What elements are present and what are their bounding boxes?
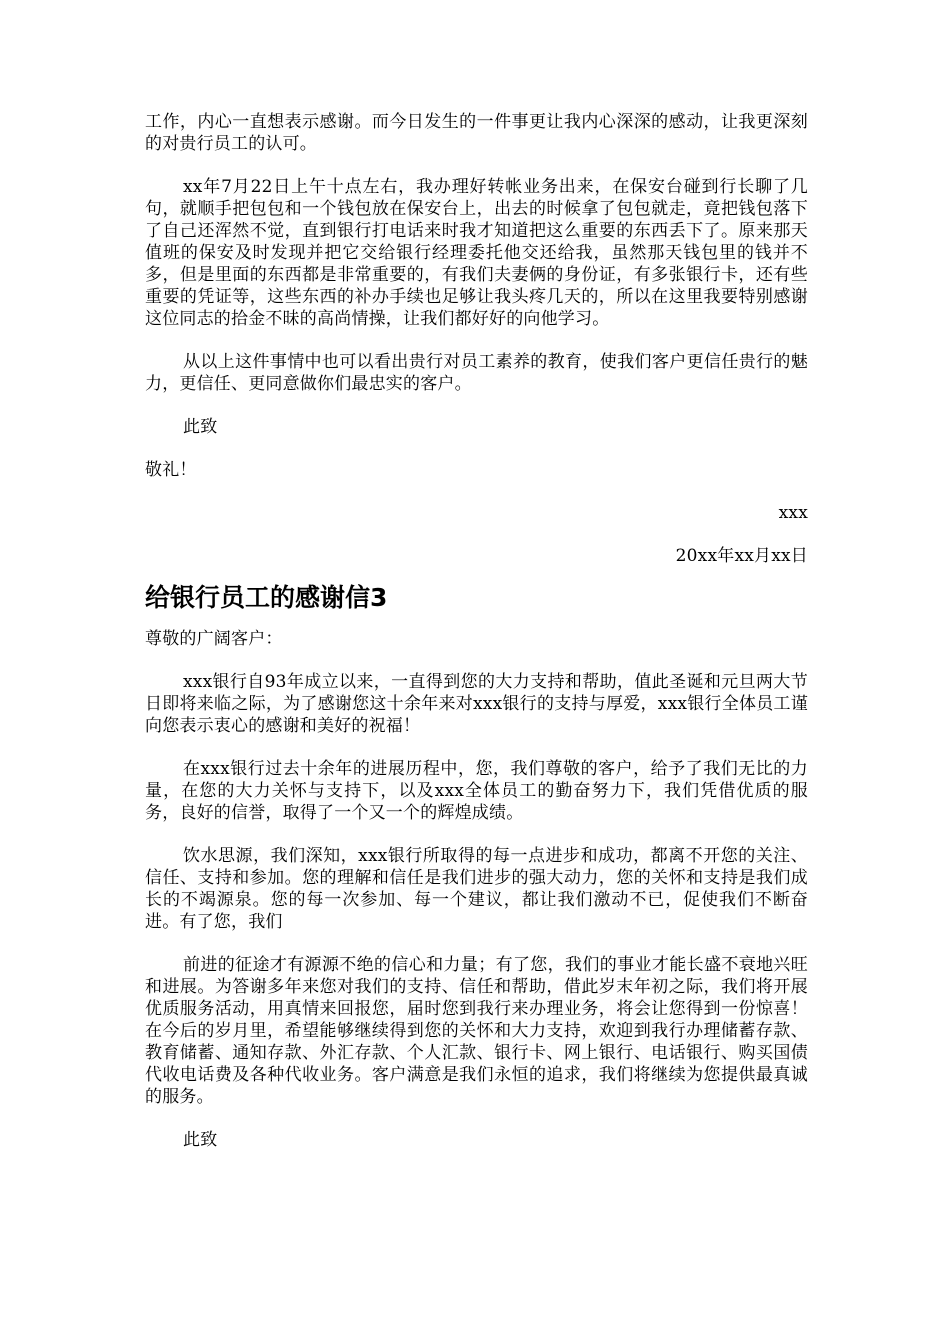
letter3-paragraph: 前进的征途才有源源不绝的信心和力量；有了您，我们的事业才能长盛不衰地兴旺和进展。为答谢多年来您对我们的支持、信任和帮助，借此岁末年初之际，我们将开展优质服务活动，用真情来回报您，届时您到我行来办理业务，将会让您得到一份惊喜！在今后的岁月里，希望能够继续得到您的关怀和大力支持，欢迎到我行办理储蓄存款、教育储蓄、通知存款、外汇存款、个人汇款、银行卡、网上银行、电话银行、购买国债代收电话费及各种代收业务。客户满意是我们永恒的追求，我们将继续为您提供最真诚的服务。 [145,955,808,1107]
letter3-paragraph: 饮水思源，我们深知，xxx银行所取得的每一点进步和成功，都离不开您的关注、信任、支持和参加。您的理解和信任是我们进步的强大动力，您的关怀和支持是我们成长的不竭源泉。您的每一次参加、每一个建议，都让我们激动不已，促使我们不断奋进。有了您，我们 [145,846,808,932]
letter2-salute: 敬礼！ [145,460,197,480]
letter2-paragraph-conclusion: 从以上这件事情中也可以看出贵行对员工素养的教育，使我们客户更信任贵行的魅力，更信任、更同意做你们最忠实的客户。 [145,352,808,394]
letter2-closing: 此致 [183,417,218,437]
letter3-greeting: 尊敬的广阔客户： [145,629,283,649]
letter3-closing: 此致 [183,1130,218,1150]
letter3-paragraph: xxx银行自93年成立以来，一直得到您的大力支持和帮助，值此圣诞和元旦两大节日即将来临之际，为了感谢您这十余年来对xxx银行的支持与厚爱，xxx银行全体员工谨向您表示衷心的感谢和美好的祝福！ [145,672,808,736]
letter3-title: 给银行员工的感谢信3 [145,583,388,612]
document-page [145,111,808,1151]
letter2-paragraph-incident: xx年7月22日上午十点左右，我办理好转帐业务出来，在保安台碰到行长聊了几句，就顺手把包包和一个钱包放在保安台上，出去的时候拿了包包就走，竟把钱包落下了自己还浑然不觉，直到银行打电话来时我才知道把这么重要的东西丢下了。原来那天值班的保安及时发现并把它交给银行经理委托他交还给我，虽然那天钱包里的钱并不多，但是里面的东西都是非常重要的，有我们夫妻俩的身份证，有多张银行卡，还有些重要的凭证等，这些东西的补办手续也足够让我头疼几天的，所以在这里我要特别感谢这位同志的拾金不昧的高尚情操，让我们都好好的向他学习。 [145,177,808,329]
letter2-signature: xxx [778,503,808,523]
letter2-paragraph-continued: 工作，内心一直想表示感谢。而今日发生的一件事更让我内心深深的感动，让我更深刻的对贵行员工的认可。 [145,112,808,154]
letter3-paragraph: 在xxx银行过去十余年的进展历程中，您，我们尊敬的客户，给予了我们无比的力量，在您的大力关怀与支持下，以及xxx全体员工的勤奋努力下，我们凭借优质的服务，良好的信誉，取得了一个又一个的辉煌成绩。 [145,759,808,823]
letter2-date: 20xx年xx月xx日 [675,546,808,566]
